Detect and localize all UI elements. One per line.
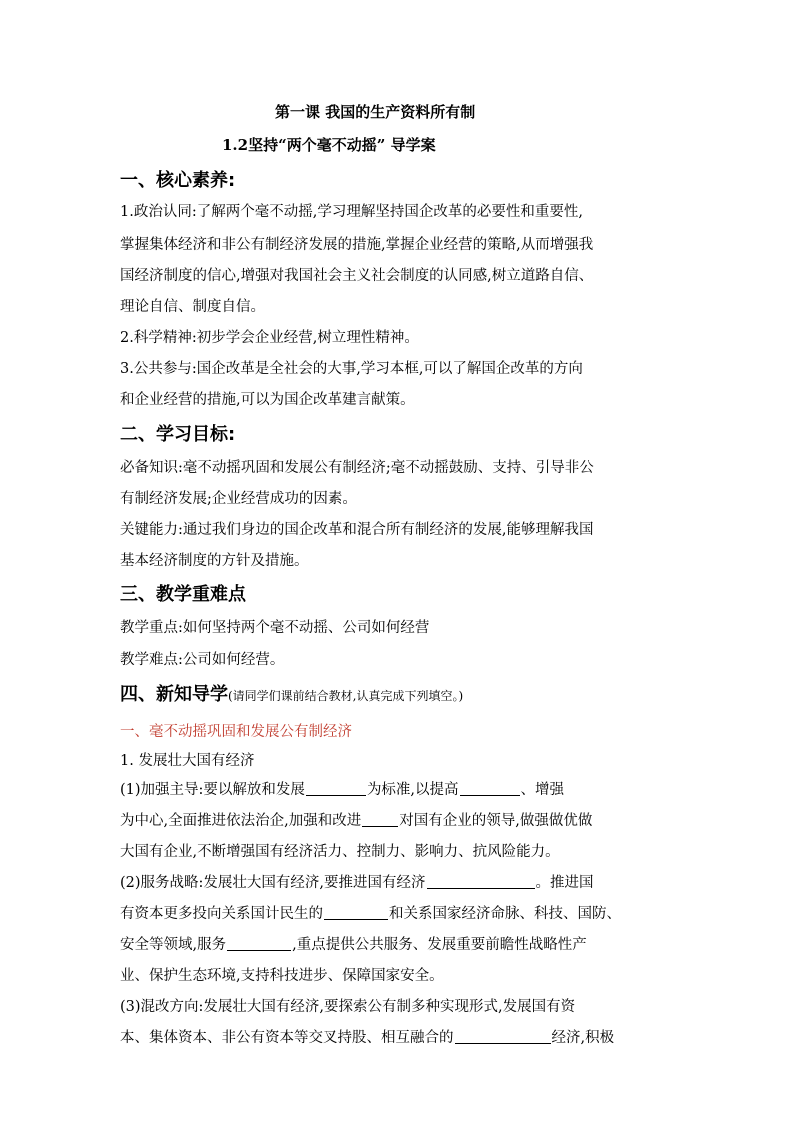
goals-line-3: 关键能力:通过我们身边的国企改革和混合所有制经济的发展,能够理解我国 [120,522,594,538]
para2-line-1: (2)服务战略:发展壮大国有经济,要推进国有经济 。推进国 [120,875,594,891]
keys-line-2: 教学难点:公司如何经营。 [120,652,285,668]
guide-note: (请同学们课前结合教材,认真完成下列填空。) [228,689,464,703]
fill-blank[interactable] [324,905,388,920]
fill-blank[interactable] [227,936,291,951]
section-title: 1.2坚持“两个毫不动摇” 导学案 [222,136,436,154]
goals-line-2: 有制经济发展;企业经营成功的因素。 [120,491,357,507]
core-line-1: 1.政治认同:了解两个毫不动摇,学习理解坚持国企改革的必要性和重要性, [120,204,583,220]
core-line-7: 和企业经营的措施,可以为国企改革建言献策。 [120,392,415,408]
fill-blank[interactable] [455,1029,551,1044]
core-line-4: 理论自信、制度自信。 [120,299,265,315]
core-line-5: 2.科学精神:初步学会企业经营,树立理性精神。 [120,330,419,346]
para2-line-4: 业、保护生态环境,支持科技进步、保障国家安全。 [120,968,444,984]
core-line-6: 3.公共参与:国企改革是全社会的大事,学习本框,可以了解国企改革的方向 [120,361,583,377]
fill-blank[interactable] [306,781,366,796]
heading-guide [120,680,463,706]
lesson-title: 第一课 我国的生产资料所有制 [275,103,476,121]
guide-heading-text: 四、新知导学 [120,684,228,705]
fill-blank[interactable] [427,874,535,889]
para2-line-3: 安全等领域,服务 ,重点提供公共服务、发展重要前瞻性战略性产 [120,937,587,953]
core-line-2: 掌握集体经济和非公有制经济发展的措施,掌握企业经营的策略,从而增强我 [120,237,594,253]
fill-blank[interactable] [362,812,398,827]
keys-line-1: 教学重点:如何坚持两个毫不动摇、公司如何经营 [120,620,430,636]
para1-line-2: 为中心,全面推进依法治企,加强和改进 对国有企业的领导,做强做优做 [120,813,593,829]
heading-core: 一、核心素养: [120,170,236,191]
para1-line-1: (1)加强主导:要以解放和发展 为标准,以提高 、增强 [120,782,565,798]
heading-goals: 二、学习目标: [120,424,236,445]
guide-item-1: 1. 发展壮大国有经济 [120,753,255,769]
para2-line-2: 有资本更多投向关系国计民生的 和关系国家经济命脉、科技、国防、 [120,906,621,922]
core-line-3: 国经济制度的信心,增强对我国社会主义社会制度的认同感,树立道路自信、 [120,268,594,284]
para1-line-3: 大国有企业,不断增强国有经济活力、控制力、影响力、抗风险能力。 [120,844,560,860]
heading-keys: 三、教学重难点 [120,584,246,605]
para3-line-1: (3)混改方向:发展壮大国有经济,要探索公有制多种实现形式,发展国有资 [120,999,576,1015]
goals-line-4: 基本经济制度的方针及措施。 [120,553,309,569]
fill-blank[interactable] [460,781,520,796]
goals-line-1: 必备知识:毫不动摇巩固和发展公有制经济;毫不动摇鼓励、支持、引导非公 [120,460,594,476]
para3-line-2: 本、集体资本、非公有资本等交叉持股、相互融合的 经济,积极 [120,1030,615,1046]
guide-subheading: 一、毫不动摇巩固和发展公有制经济 [120,724,352,740]
